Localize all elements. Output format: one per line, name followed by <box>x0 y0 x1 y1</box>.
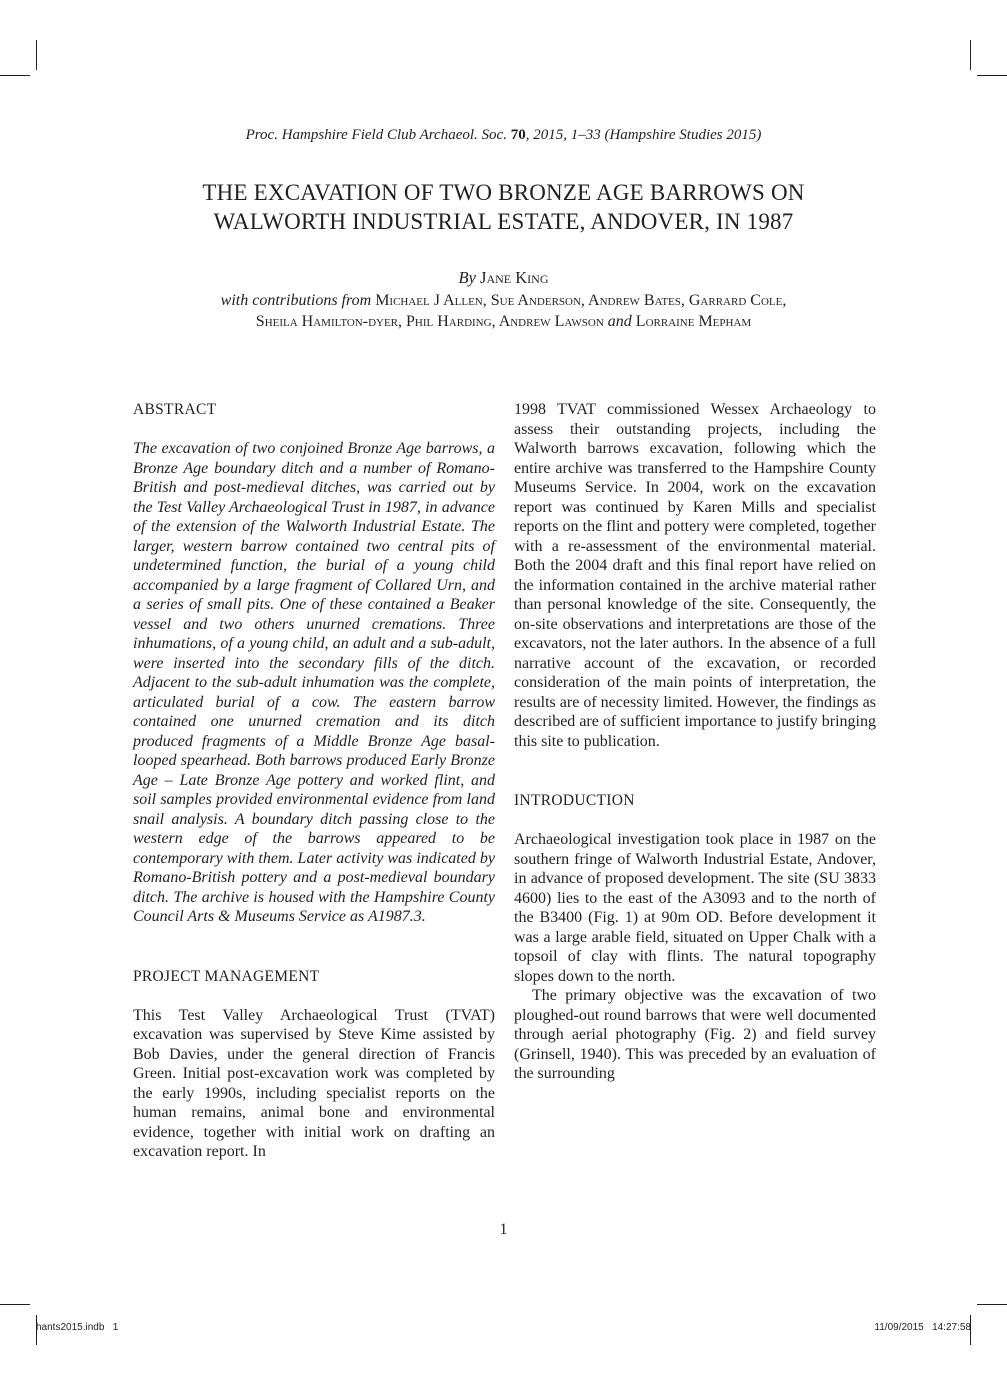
byline <box>120 268 887 288</box>
crop-mark <box>0 75 30 76</box>
author-name: Jane King <box>480 268 549 287</box>
project-management-text: This Test Valley Archaeological Trust (TVAT) excavation was supervised by Steve Kime assisted by Bob Davies, under the general direction of Francis Green. Initial post-excavation work was completed by the early 1990s, including specialist reports on the human remains, animal bone and environmental evidence, together with initial work on drafting an excavation report. In <box>133 1006 495 1160</box>
project-management-heading: PROJECT MANAGEMENT <box>133 967 320 985</box>
slug-timestamp: 11/09/2015 14:27:58 <box>874 1322 971 1333</box>
byline-by: By <box>458 268 476 287</box>
crop-mark <box>0 1304 30 1305</box>
volume-number: 70 <box>510 127 526 143</box>
crop-mark <box>977 75 1007 76</box>
abstract-text: The excavation of two conjoined Bronze Age barrows, a Bronze Age boundary ditch and a number of Romano-British and post-medieval ditches, was carried out by the Test Valley Archaeological Trust in 1987, in advance of the extension of the Walworth Industrial Estate. The larger, western barrow contained two central pits of undetermined function, the burial of a young child accompanied by a large fragment of Collared Urn, and a series of small pits. One of these contained a Beaker vessel and two others unurned cremations. Three inhumations, of a young child, an adult and a sub-adult, were inserted into the secondary fills of the ditch. Adjacent to the sub-adult inhumation was the complete, articulated burial of a cow. The eastern barrow contained one unurned cremation and its ditch produced fragments of a Middle Bronze Age basal-looped spearhead. Both barrows produced Early Bronze Age – Late Bronze Age pottery and worked flint, and soil samples provided environmental evidence from land snail analysis. A boundary ditch passing close to the western edge of the barrows appeared to be contemporary with them. Later activity was indicated by Romano-British pottery and a post-medieval boundary ditch. The archive is housed with the Hampshire County Council Arts & Museums Service as A1987.3. <box>133 440 495 925</box>
introduction-paragraph: The primary objective was the excavation of two ploughed-out round barrows that were well documented through aerial photography (Fig. 2) and field survey (Grinsell, 1940). This was preceded by an evaluation of the surrounding <box>514 987 876 1082</box>
title-line: WALWORTH INDUSTRIAL ESTATE, ANDOVER, IN 1987 <box>213 209 794 234</box>
slug-filename: hants2015.indb 1 <box>36 1322 119 1333</box>
abstract-heading: ABSTRACT <box>133 401 217 418</box>
introduction-heading: INTRODUCTION <box>514 792 635 809</box>
crop-mark <box>970 40 971 70</box>
page-number: 1 <box>499 1221 508 1238</box>
crop-mark <box>36 40 37 70</box>
introduction-paragraph: Archaeological investigation took place in 1987 on the southern fringe of Walworth Industrial Estate, Andover, in advance of proposed development. The site (SU 3833 4600) lies to the east of the A3093 and to the north of the B3400 (Fig. 1) at 90m OD. Before development it was a large arable field, situated on Upper Chalk with a topsoil of clay with flints. The natural topography slopes down to the north. <box>514 831 876 985</box>
running-head: Proc. Hampshire Field Club Archaeol. Soc. 70, 2015, 1–33 (Hampshire Studies 2015) <box>245 127 762 143</box>
article-title <box>120 178 887 236</box>
right-column <box>514 400 876 1084</box>
crop-mark <box>977 1304 1007 1305</box>
left-column <box>133 400 495 1162</box>
title-line: THE EXCAVATION OF TWO BRONZE AGE BARROWS ON <box>202 180 805 205</box>
contributors: with contributions from Michael J Allen, Sue Anderson, Andrew Bates, Garrard Cole, Sheila Hamilton-dyer, Phil Harding, Andrew Lawson and Lorraine Mepham <box>220 292 787 330</box>
project-management-text-continued: 1998 TVAT commissioned Wessex Archaeology to assess their outstanding projects, including the Walworth barrows excavation, following which the entire archive was transferred to the Hampshire County Museums Service. In 2004, work on the excavation report was continued by Karen Mills and specialist reports on the flint and pottery were completed, together with a re-assessment of the environmental material. Both the 2004 draft and this final report have relied on the information contained in the archive material rather than personal knowledge of the site. Consequently, the on-site observations and interpretations are those of the excavators, not the later authors. In the absence of a full narrative account of the excavation, or recorded consideration of the main points of interpretation, the results are of necessity limited. However, the findings as described are of sufficient importance to justify bringing this site to publication. <box>514 401 876 750</box>
